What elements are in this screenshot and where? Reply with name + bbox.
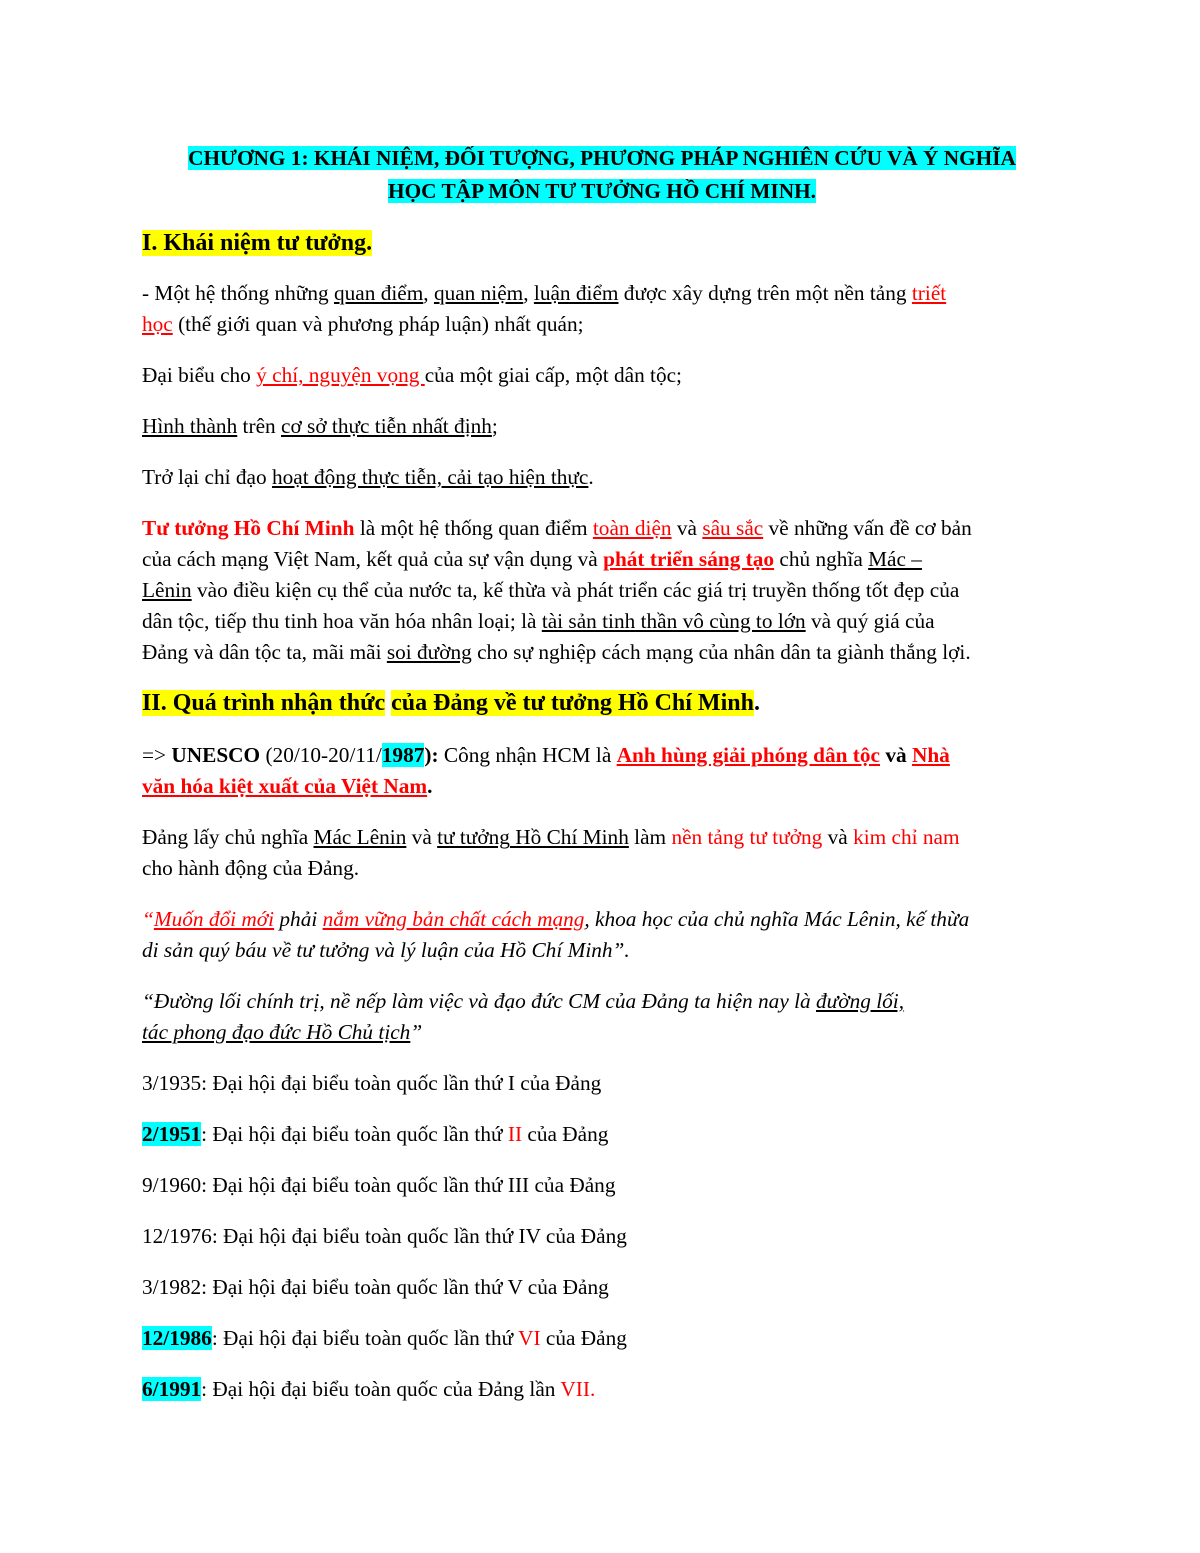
congress-list [142,1068,1062,1405]
congress-item: 12/1976: Đại hội đại biểu toàn quốc lần thứ IV của Đảng [142,1224,627,1248]
section2-heading: II. Quá trình nhận thức của Đảng về tư tưởng Hồ Chí Minh. [142,690,760,716]
congress-item: 6/1991: Đại hội đại biểu toàn quốc của Đảng lần VII. [142,1377,596,1401]
paragraph-unesco: => UNESCO (20/10-20/11/1987): Công nhận HCM là Anh hùng giải phóng dân tộc và Nhà văn hóa kiệt xuất của Việt Nam. [142,743,950,798]
section1-heading: I. Khái niệm tư tưởng. [142,230,373,256]
congress-item: 2/1951: Đại hội đại biểu toàn quốc lần thứ II của Đảng [142,1122,609,1146]
paragraph-guide: Trở lại chỉ đạo hoạt động thực tiễn, cải tạo hiện thực. [142,465,594,489]
paragraph-formed: Hình thành trên cơ sở thực tiễn nhất định; [142,414,498,438]
paragraph-representative: Đại biểu cho ý chí, nguyện vọng của một giai cấp, một dân tộc; [142,363,682,387]
chapter-title-line2: HỌC TẬP MÔN TƯ TƯỞNG HỒ CHÍ MINH. [388,179,816,203]
paragraph-foundation: Đảng lấy chủ nghĩa Mác Lênin và tư tưởng Hồ Chí Minh làm nền tảng tư tưởng và kim chỉ nam cho hành động của Đảng. [142,825,960,880]
quote-political-line: “Đường lối chính trị, nề nếp làm việc và đạo đức CM của Đảng ta hiện nay là đường lối, tác phong đạo đức Hồ Chủ tịch” [142,989,905,1044]
document-content [142,142,1062,1405]
congress-item: 3/1935: Đại hội đại biểu toàn quốc lần thứ I của Đảng [142,1071,602,1095]
congress-item: 9/1960: Đại hội đại biểu toàn quốc lần thứ III của Đảng [142,1173,616,1197]
paragraph-hcm-thought: Tư tưởng Hồ Chí Minh là một hệ thống quan điểm toàn diện và sâu sắc về những vấn đề cơ bản của cách mạng Việt Nam, kết quả của sự vận dụng và phát triển sáng tạo chủ nghĩa Mác – Lênin vào điều kiện cụ thể của nước ta, kế thừa và phát triển các giá trị truyền thống tốt đẹp của dân tộc, tiếp thu tinh hoa văn hóa nhân loại; là tài sản tinh thần vô cùng to lớn và quý giá của Đảng và dân tộc ta, mãi mãi soi đường cho sự nghiệp cách mạng của nhân dân ta giành thắng lợi. [142,516,972,664]
quote-renovation: “Muốn đổi mới phải nắm vững bản chất cách mạng, khoa học của chủ nghĩa Mác Lênin, kế thừa di sản quý báu về tư tưởng và lý luận của Hồ Chí Minh”. [142,907,970,962]
paragraph-definition: - Một hệ thống những quan điểm, quan niệm, luận điểm được xây dựng trên một nền tảng triết học (thế giới quan và phương pháp luận) nhất quán; [142,281,947,336]
chapter-title-line1: CHƯƠNG 1: KHÁI NIỆM, ĐỐI TƯỢNG, PHƯƠNG PHÁP NGHIÊN CỨU VÀ Ý NGHĨA [188,146,1016,170]
congress-item: 3/1982: Đại hội đại biểu toàn quốc lần thứ V của Đảng [142,1275,609,1299]
chapter-title [142,142,1062,208]
congress-item: 12/1986: Đại hội đại biểu toàn quốc lần thứ VI của Đảng [142,1326,627,1350]
